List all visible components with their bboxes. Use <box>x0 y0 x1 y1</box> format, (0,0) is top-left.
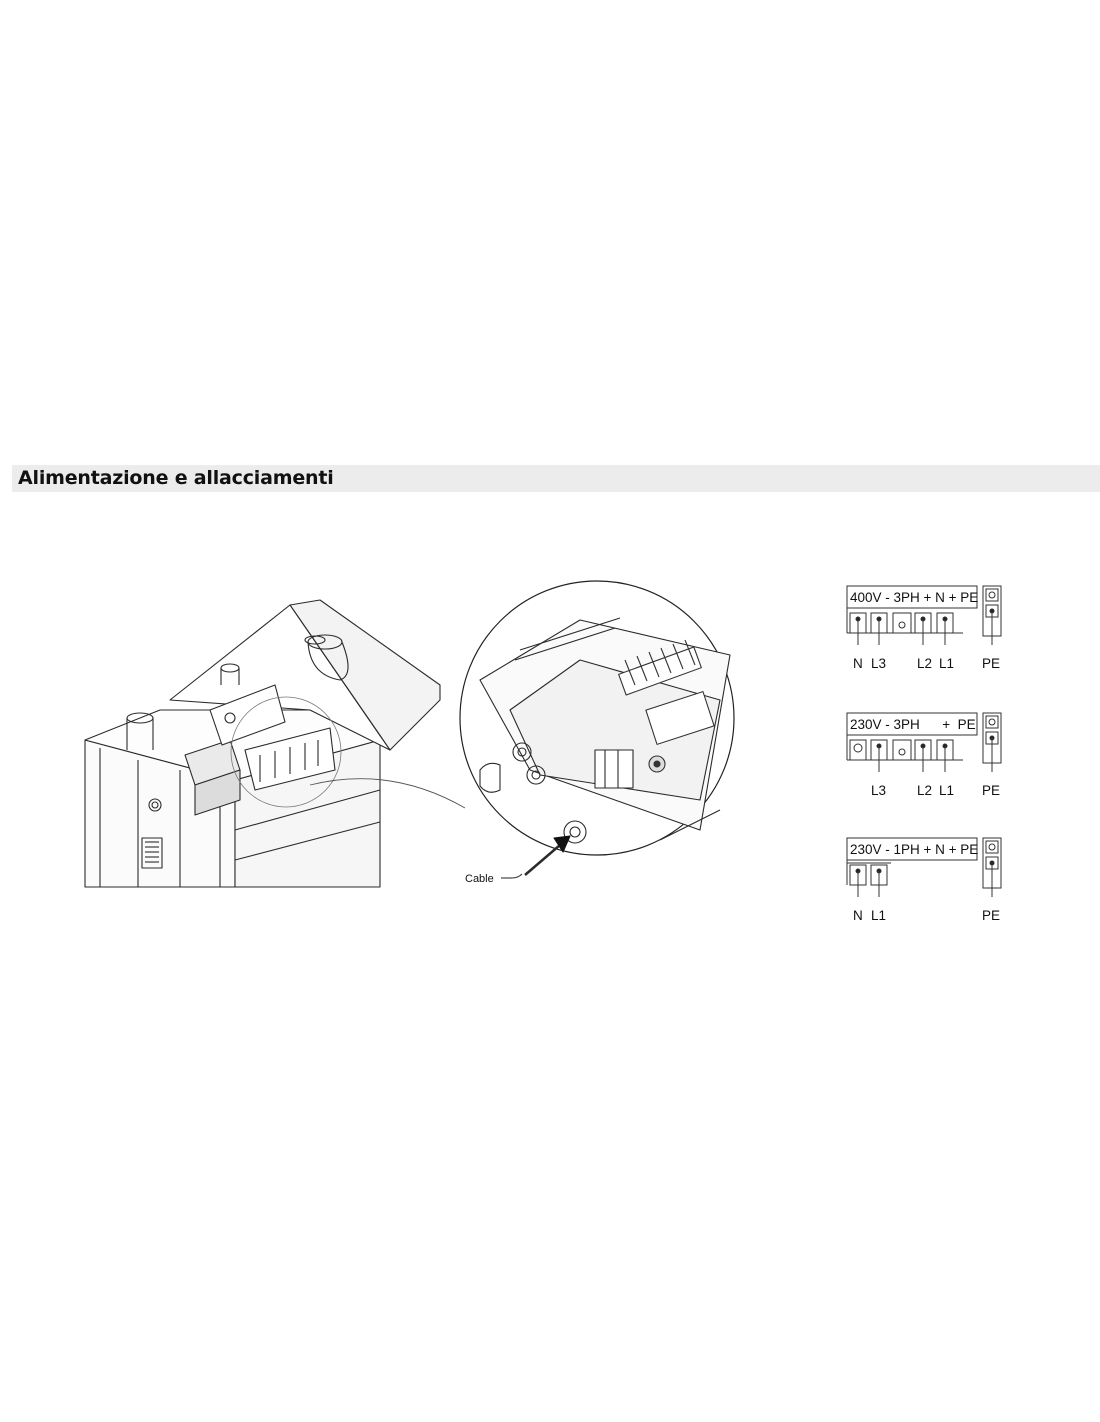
wiring-diagram-400v-3ph <box>845 585 1015 680</box>
wiring-title-230v-1ph: 230V - 1PH + N + PE <box>850 842 979 857</box>
terminal-label-pe: PE <box>982 656 1001 671</box>
terminal-label-l3: L3 <box>871 656 887 671</box>
detail-magnifier <box>460 581 734 855</box>
terminal-label-l2: L2 <box>917 783 933 798</box>
wiring-diagram-230v-1ph <box>845 837 1015 932</box>
wiring-title-400v: 400V - 3PH + N + PE <box>850 590 979 605</box>
boiler-illustration <box>60 560 860 920</box>
terminal-label-l3: L3 <box>871 783 887 798</box>
wiring-title-230v-3ph: 230V - 3PH + PE <box>850 717 976 732</box>
terminal-label-n: N <box>853 908 863 923</box>
terminal-label-l1: L1 <box>939 656 955 671</box>
section-header <box>12 465 1100 492</box>
wiring-diagram-230v-3ph <box>845 712 1015 807</box>
terminal-label-l2: L2 <box>917 656 933 671</box>
terminal-label-l1: L1 <box>939 783 955 798</box>
cable-callout-label: Cable <box>465 873 494 885</box>
terminal-label-n: N <box>853 656 863 671</box>
terminal-label-pe: PE <box>982 783 1001 798</box>
terminal-label-l1: L1 <box>871 908 887 923</box>
terminal-label-pe: PE <box>982 908 1001 923</box>
section-title: Alimentazione e allacciamenti <box>18 467 334 489</box>
